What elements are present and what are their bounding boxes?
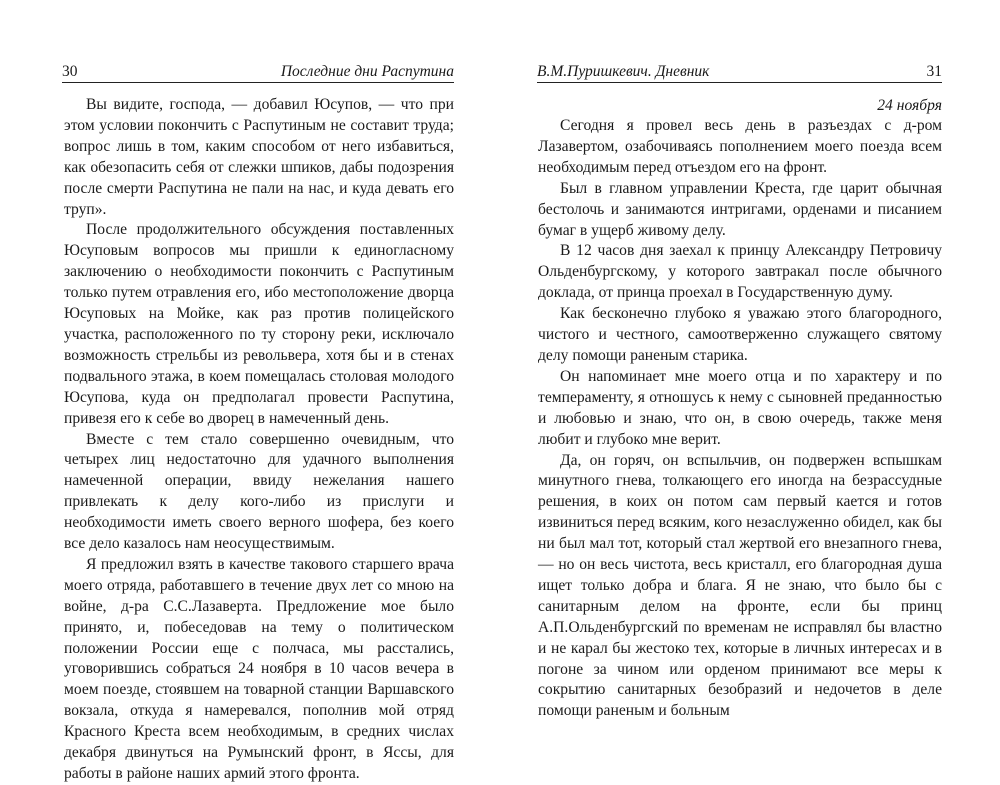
running-title: В.М.Пуришкевич. Дневник bbox=[537, 63, 710, 80]
left-page bbox=[0, 0, 500, 782]
running-title: Последние дни Распутина bbox=[280, 63, 454, 80]
right-page-header bbox=[537, 62, 942, 82]
paragraph: Как бесконечно глубоко я уважаю этого благородного, чистого и честного, самоотверженно служащего святому делу помощи раненым старика. bbox=[538, 305, 942, 364]
header-rule bbox=[62, 82, 454, 83]
page-number: 31 bbox=[926, 63, 942, 80]
paragraph: Я предложил взять в качестве такового старшего врача моего отряда, работавшего в течение двух лет со мною на войне, д-ра С.С.Лазаверта. Предложение мое было принято, и, побеседовав на тему о политическом положении России еще с полчаса, мы расстались, уговорившись собраться 24 ноября в 10 часов вечера в моем поезде, стоявшем на товарной станции Варшавского вокзала, откуда я намеревался, пополнив мой отряд Красного Креста всем необходимым, в средних числах декабря двинуться на Румынский фронт, в Яссы, для работы в районе наших армий этого фронта. bbox=[64, 555, 454, 782]
left-page-body bbox=[64, 95, 454, 785]
paragraph: Вместе с тем стало совершенно очевидным, что четырех лиц недостаточно для удачного выполнения намеченной операции, ввиду нежелания нашего привлекать к делу кого-либо из прислуги и необходимости иметь своего верного шофера, без коего все дело казалось нам неосуществимым. bbox=[64, 430, 454, 553]
right-page-body bbox=[538, 95, 942, 722]
date-heading: 24 ноября bbox=[877, 97, 942, 114]
paragraph: Был в главном управлении Креста, где царит обычная бестолочь и занимаются интригами, орденами и писанием бумаг в ущерб живому делу. bbox=[538, 179, 942, 239]
paragraph: После продолжительного обсуждения поставленных Юсуповым вопросов мы пришли к единогласному заключению о необходимости покончить с Распутиным только путем отравления его, ибо местоположение дворца Юсуповых на Мойке, как раз против полицейского участка, расположенного по ту сторону реки, исключало возможность стрельбы из револьвера, хотя бы и в стенах подвального этажа, в коем помещалась столовая молодого Юсупова, куда он предполагал провести Распутина, привезя его к себе во дворец в намеченный день. bbox=[64, 221, 454, 427]
paragraph: В 12 часов дня заехал к принцу Александру Петровичу Ольденбургскому, у которого завтракал после обычного доклада, от принца проехал в Государственную думу. bbox=[538, 242, 942, 302]
paragraph: Вы видите, господа, — добавил Юсупов, — что при этом условии покончить с Распутиным не составит труда; вопрос лишь в том, каким способом от него избавиться, как обезопасить себя от слежки шпиков, дабы подозрения после смерти Распутина не пали на нас, и куда девать его труп». bbox=[64, 96, 454, 218]
left-page-header bbox=[62, 62, 454, 82]
paragraph: Сегодня я провел весь день в разъездах с д-ром Лазавертом, озабочиваясь пополнением моего поезда всем необходимым перед отъездом его на фронт. bbox=[538, 117, 942, 176]
paragraph: Он напоминает мне моего отца и по характеру и по темпераменту, я отношусь к нему с сыновней преданностью и любовью и знаю, что он, в свою очередь, также меня любит и глубоко мне верит. bbox=[538, 367, 942, 448]
page-number: 30 bbox=[62, 63, 78, 80]
header-rule bbox=[537, 82, 942, 83]
paragraph: Да, он горяч, он вспыльчив, он подвержен вспышкам минутного гнева, толкающего его иногда на безрассудные решения, в коих он потом сам первый кается и готов извиниться перед всяким, кого незаслуженно обидел, как бы ни был мал тот, который стал жертвой его внезапного гнева, — но он весь чистота, весь кристалл, его благородная душа ищет только добра и блага. Я не знаю, что было бы с санитарным делом на фронте, если бы принц А.П.Ольденбургский по временам не исправлял бы властно и не карал бы жестоко тех, которые в личных интересах и в погоне за чином или орденом принимают все меры к сокрытию санитарных безобразий и недочетов в деле помощи раненым и больным bbox=[538, 451, 942, 720]
right-page bbox=[500, 0, 1000, 720]
